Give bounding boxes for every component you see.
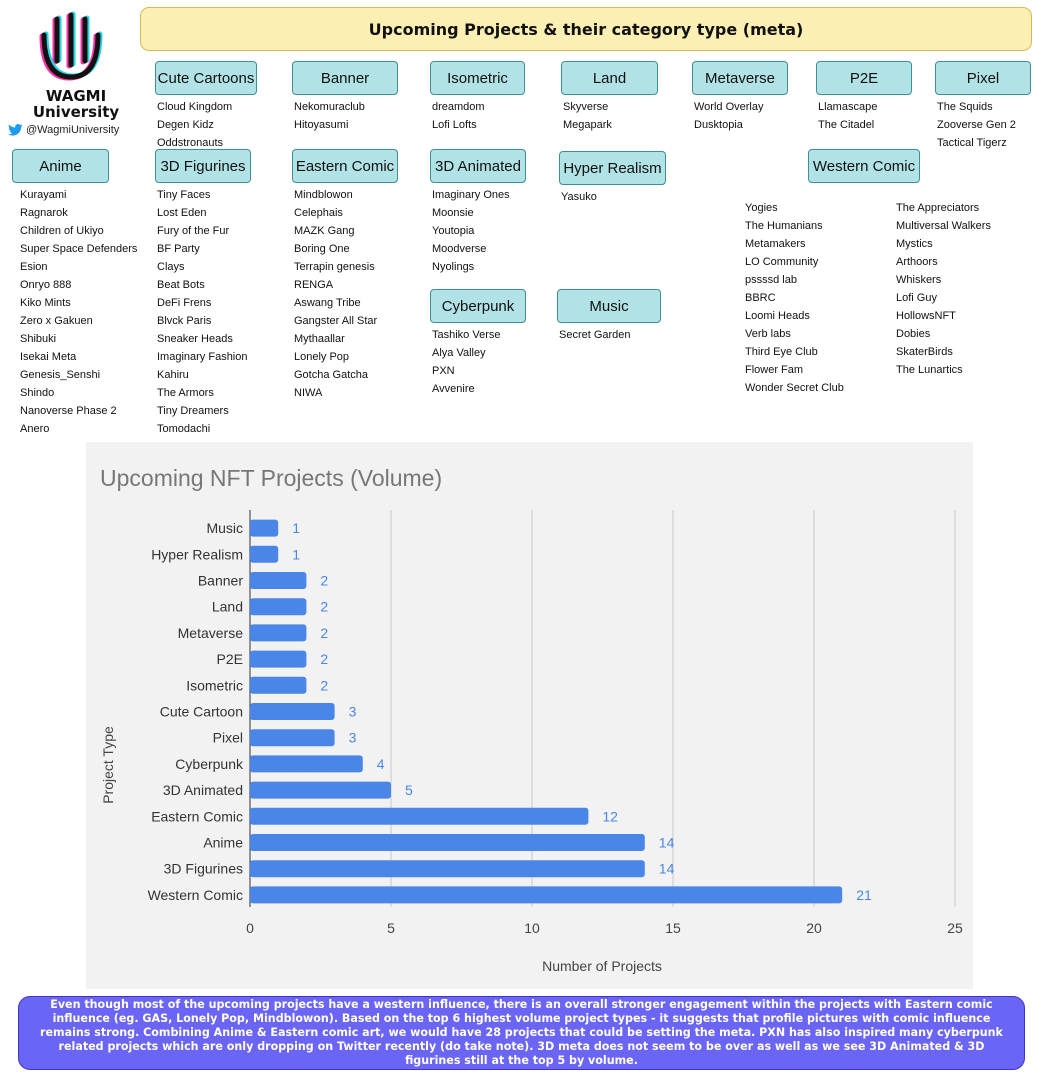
- list-item: Anero: [20, 423, 50, 435]
- item-list: [557, 326, 661, 344]
- data-label: 5: [405, 782, 413, 799]
- y-tick-label: P2E: [216, 651, 243, 668]
- category-label: 3D Figurines: [155, 149, 251, 183]
- category-label: Anime: [12, 149, 109, 183]
- list-item: Wonder Secret Club: [745, 382, 844, 394]
- bar: [250, 572, 306, 589]
- list-item: Imaginary Fashion: [157, 351, 248, 363]
- category-music: [557, 289, 661, 344]
- list-item: Dusktopia: [694, 119, 743, 131]
- category-label: Metaverse: [692, 61, 788, 95]
- list-item: Youtopia: [432, 225, 475, 237]
- list-item: Flower Fam: [745, 364, 804, 376]
- bar-chart: [86, 442, 973, 989]
- bar: [250, 546, 278, 563]
- category-label: Banner: [292, 61, 398, 95]
- item-list: [559, 188, 666, 206]
- category-eastern-comic: [292, 149, 398, 402]
- y-tick-label: Metaverse: [177, 624, 243, 641]
- list-item: Clays: [157, 261, 185, 273]
- data-label: 1: [292, 520, 300, 537]
- list-item: Degen Kidz: [157, 119, 214, 131]
- category-3d-animated: [430, 149, 526, 276]
- category-isometric: [430, 61, 525, 134]
- list-item: Verb labs: [745, 328, 791, 340]
- item-list: [292, 186, 398, 402]
- list-item: DeFi Frens: [157, 297, 212, 309]
- item-list: [155, 186, 251, 438]
- list-item: The Squids: [937, 101, 993, 113]
- y-tick-label: Anime: [203, 834, 243, 851]
- bar: [250, 834, 645, 851]
- bar: [250, 860, 645, 877]
- data-label: 14: [658, 834, 675, 851]
- item-list: [743, 199, 844, 397]
- list-item: Nanoverse Phase 2: [20, 405, 117, 417]
- list-item: Boring One: [294, 243, 350, 255]
- brand-name: [6, 88, 146, 120]
- item-list: [935, 98, 1031, 152]
- category-cute-cartoons: [155, 61, 257, 152]
- list-item: Moodverse: [432, 243, 487, 255]
- chart-container: [86, 442, 973, 989]
- category-metaverse: [692, 61, 788, 134]
- item-list: [894, 199, 991, 379]
- data-label: 4: [376, 755, 385, 772]
- list-item: The Lunartics: [896, 364, 963, 376]
- item-list: [692, 98, 788, 134]
- list-item: SkaterBirds: [896, 346, 953, 358]
- list-item: Shindo: [20, 387, 55, 399]
- list-item: Lost Eden: [157, 207, 207, 219]
- list-item: Tactical Tigerz: [937, 137, 1007, 149]
- list-item: Lonely Pop: [294, 351, 350, 363]
- list-item: Llamascape: [818, 101, 878, 113]
- list-item: Dobies: [896, 328, 931, 340]
- data-label: 2: [320, 598, 329, 615]
- data-label: 21: [856, 886, 872, 903]
- data-label: 2: [320, 624, 329, 641]
- list-item: Multiversal Walkers: [896, 220, 991, 232]
- data-label: 12: [602, 808, 618, 825]
- y-tick-label: Western Comic: [147, 886, 243, 903]
- summary-note: Even though most of the upcoming projects have a western influence, there is an overall stronger engagement within the projects with Eastern comic influence (eg. GAS, Lonely Pop, Mindblowon). Based on the top 6 highest volume project types - it suggests that profile pictures with comic influence remains strong. Combining Anime & Eastern comic art, we would have 28 projects that could be setting the meta. PXN has also inspired many cyberpunk related projects which are only dropping on Twitter recently (do take note). 3D meta does not seem to be over as well as we see 3D Animated & 3D figurines still at the top 5 by volume.: [18, 996, 1025, 1070]
- category-label: P2E: [816, 61, 912, 95]
- list-item: Oddstronauts: [157, 137, 224, 149]
- y-tick-label: Pixel: [212, 729, 243, 746]
- y-tick-label: Cute Cartoon: [159, 703, 243, 720]
- list-item: Imaginary Ones: [432, 189, 510, 201]
- list-item: Children of Ukiyo: [20, 225, 104, 237]
- list-item: Nekomuraclub: [294, 101, 365, 113]
- y-axis-label: Project Type: [100, 726, 116, 804]
- item-list: [292, 98, 398, 134]
- list-item: Zero x Gakuen: [20, 315, 93, 327]
- list-item: Secret Garden: [559, 329, 631, 341]
- list-item: Tiny Dreamers: [157, 405, 229, 417]
- list-item: Loomi Heads: [745, 310, 810, 322]
- bar: [250, 808, 588, 825]
- bar: [250, 703, 335, 720]
- y-tick-label: Hyper Realism: [151, 546, 243, 563]
- brand-line1: WAGMI: [45, 87, 107, 105]
- y-tick-label: Land: [211, 598, 243, 615]
- list-item: Lofi Guy: [896, 292, 937, 304]
- list-item: Kurayami: [20, 189, 67, 201]
- data-label: 2: [320, 677, 329, 694]
- data-label: 1: [292, 546, 300, 563]
- list-item: Kiko Mints: [20, 297, 71, 309]
- list-item: The Armors: [157, 387, 214, 399]
- list-item: Fury of the Fur: [157, 225, 230, 237]
- category-western-comic: [808, 149, 920, 183]
- list-item: BF Party: [157, 243, 200, 255]
- list-item: NIWA: [294, 387, 323, 399]
- list-item: Gotcha Gatcha: [294, 369, 368, 381]
- list-item: Whiskers: [896, 274, 942, 286]
- twitter-handle[interactable]: [8, 124, 119, 136]
- list-item: Tomodachi: [157, 423, 211, 435]
- category-cyberpunk: [430, 289, 526, 398]
- category-label: Western Comic: [808, 149, 920, 183]
- list-item: Metamakers: [745, 238, 806, 250]
- category-label: 3D Animated: [430, 149, 526, 183]
- list-item: Super Space Defenders: [20, 243, 138, 255]
- wagmi-logo-icon: [30, 5, 112, 87]
- list-item: Skyverse: [563, 101, 609, 113]
- category-pixel: [935, 61, 1031, 152]
- category-hyper-realism: [559, 151, 666, 206]
- list-item: Lofi Lofts: [432, 119, 477, 131]
- bar: [250, 677, 306, 694]
- bar: [250, 729, 335, 746]
- y-tick-label: Banner: [197, 572, 243, 589]
- y-tick-label: 3D Figurines: [163, 860, 243, 877]
- list-item: Avvenire: [432, 383, 475, 395]
- list-item: Yogies: [745, 202, 778, 214]
- category-land: [561, 61, 658, 134]
- list-item: Isekai Meta: [20, 351, 77, 363]
- item-list: [430, 186, 526, 276]
- list-item: PXN: [432, 365, 455, 377]
- data-label: 2: [320, 572, 329, 589]
- list-item: World Overlay: [694, 101, 764, 113]
- data-label: 2: [320, 651, 329, 668]
- category-p2e: [816, 61, 912, 134]
- y-tick-label: Music: [206, 520, 243, 537]
- list-item: The Humanians: [745, 220, 823, 232]
- list-item: Celephais: [294, 207, 343, 219]
- category-label: Music: [557, 289, 661, 323]
- bar: [250, 886, 842, 903]
- x-tick-label: 20: [806, 920, 822, 936]
- y-tick-label: Cyberpunk: [175, 755, 243, 772]
- list-item: RENGA: [294, 279, 334, 291]
- category-label: Land: [561, 61, 658, 95]
- list-item: The Appreciators: [896, 202, 980, 214]
- y-tick-label: Isometric: [186, 677, 243, 694]
- item-list: [816, 98, 912, 134]
- list-item: Alya Valley: [432, 347, 486, 359]
- item-list: [430, 98, 525, 134]
- y-tick-label: 3D Animated: [162, 782, 243, 799]
- x-tick-label: 5: [387, 920, 395, 936]
- list-item: Mindblowon: [294, 189, 353, 201]
- data-label: 14: [658, 860, 675, 877]
- handle-text: @WagmiUniversity: [26, 124, 120, 136]
- list-item: Third Eye Club: [745, 346, 818, 358]
- y-tick-label: Eastern Comic: [151, 808, 243, 825]
- list-item: Mystics: [896, 238, 933, 250]
- list-item: Moonsie: [432, 207, 474, 219]
- list-item: LO Community: [745, 256, 819, 268]
- data-label: 3: [348, 729, 357, 746]
- x-tick-label: 15: [665, 920, 681, 936]
- category-3d-figurines: [155, 149, 251, 438]
- list-item: HollowsNFT: [896, 310, 956, 322]
- list-item: Tiny Faces: [157, 189, 211, 201]
- data-label: 3: [348, 703, 357, 720]
- list-item: Mythaallar: [294, 333, 345, 345]
- bar: [250, 755, 363, 772]
- list-item: Gangster All Star: [294, 315, 378, 327]
- category-banner: [292, 61, 398, 134]
- category-label: Cute Cartoons: [155, 61, 257, 95]
- list-item: Tashiko Verse: [432, 329, 501, 341]
- list-item: Esion: [20, 261, 48, 273]
- bar: [250, 651, 306, 668]
- category-label: Eastern Comic: [292, 149, 398, 183]
- x-tick-label: 25: [947, 920, 963, 936]
- list-item: Terrapin genesis: [294, 261, 375, 273]
- category-label: Isometric: [430, 61, 525, 95]
- list-item: Ragnarok: [20, 207, 68, 219]
- bar: [250, 624, 306, 641]
- list-item: Sneaker Heads: [157, 333, 233, 345]
- x-axis-label: Number of Projects: [542, 958, 662, 974]
- list-item: dreamdom: [432, 101, 485, 113]
- list-item: Blvck Paris: [157, 315, 212, 327]
- list-item: pssssd lab: [745, 274, 797, 286]
- twitter-icon: [8, 124, 23, 136]
- list-item: Nyolings: [432, 261, 475, 273]
- x-tick-label: 0: [246, 920, 254, 936]
- list-item: Aswang Tribe: [294, 297, 361, 309]
- list-item: Shibuki: [20, 333, 57, 345]
- list-item: Genesis_Senshi: [20, 369, 101, 381]
- list-item: Arthoors: [896, 256, 938, 268]
- item-list: [561, 98, 658, 134]
- item-list: [155, 98, 257, 152]
- category-label: Pixel: [935, 61, 1031, 95]
- x-tick-label: 10: [524, 920, 540, 936]
- brand-line2: University: [32, 103, 120, 121]
- item-list: [12, 186, 137, 438]
- list-item: Onryo 888: [20, 279, 72, 291]
- bar: [250, 520, 278, 537]
- list-item: The Citadel: [818, 119, 875, 131]
- western-comic-list-left: [743, 196, 844, 397]
- item-list: [430, 326, 526, 398]
- western-comic-list-right: [894, 196, 991, 379]
- bar: [250, 782, 391, 799]
- list-item: Beat Bots: [157, 279, 205, 291]
- category-label: Cyberpunk: [430, 289, 526, 323]
- chart-title: Upcoming NFT Projects (Volume): [100, 465, 443, 491]
- list-item: Kahiru: [157, 369, 189, 381]
- list-item: Zooverse Gen 2: [937, 119, 1016, 131]
- list-item: Cloud Kingdom: [157, 101, 233, 113]
- category-anime: [12, 149, 137, 438]
- bar: [250, 598, 306, 615]
- list-item: Megapark: [563, 119, 612, 131]
- page-title: Upcoming Projects & their category type (meta): [140, 7, 1032, 51]
- list-item: Yasuko: [561, 191, 597, 203]
- list-item: MAZK Gang: [294, 225, 355, 237]
- list-item: Hitoyasumi: [294, 119, 349, 131]
- category-label: Hyper Realism: [559, 151, 666, 185]
- list-item: BBRC: [745, 292, 776, 304]
